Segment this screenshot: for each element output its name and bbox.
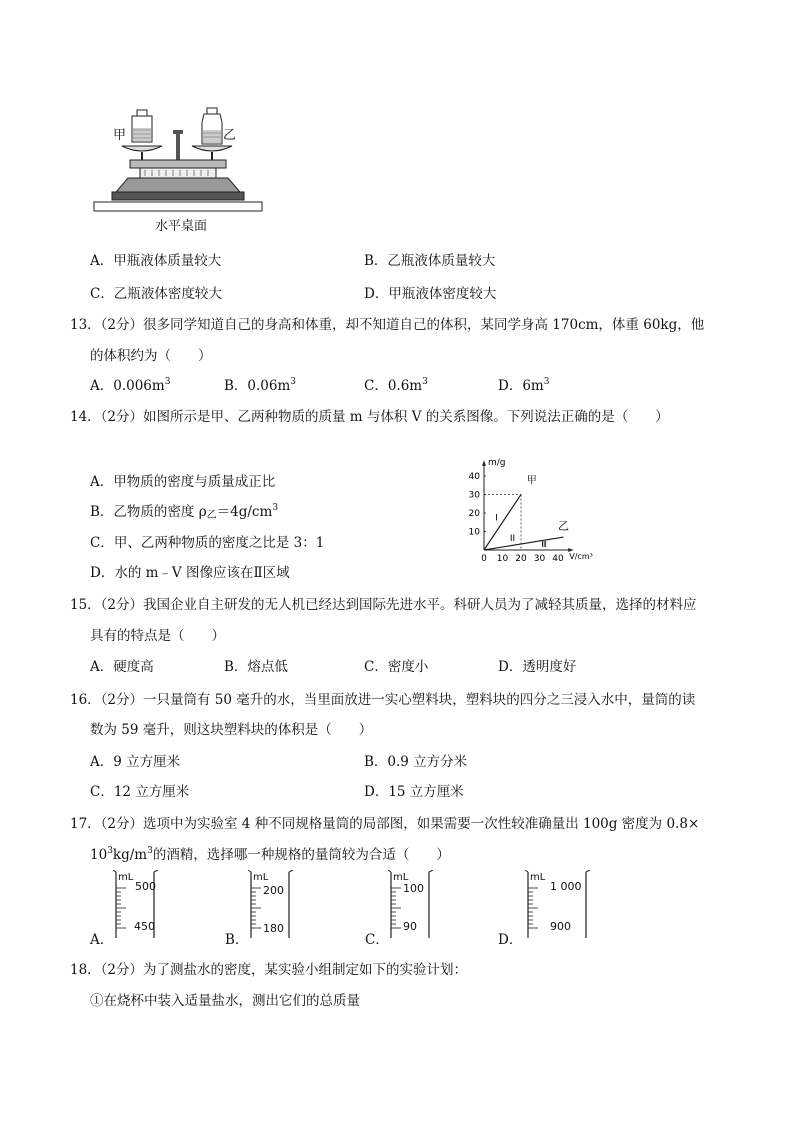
- q16-stem-line1: 16．（2分）一只量筒有 50 毫升的水，当里面放进一实心塑料块，塑料块的四分之三浸入水中，量筒的读: [70, 692, 696, 708]
- q12-option-b[interactable]: B．乙瓶液体质量较大: [364, 253, 496, 269]
- q15-option-b[interactable]: B．熔点低: [224, 659, 288, 675]
- y-tick-label: 10: [468, 527, 480, 538]
- q16-option-b[interactable]: B．0.9 立方分米: [364, 754, 468, 770]
- cylinder-lip-left: [525, 870, 528, 872]
- q14-stem: 14．（2分）如图所示是甲、乙两种物质的质量 m 与体积 V 的关系图像。下列说法正确的是（ ）: [70, 409, 669, 425]
- x-axis-label: V/cm³: [569, 552, 593, 561]
- q14-option-a[interactable]: A．甲物质的密度与质量成正比: [90, 474, 276, 490]
- q16-option-c[interactable]: C．12 立方厘米: [90, 784, 190, 800]
- q17-option-c[interactable]: C． mL 100 90: [365, 870, 445, 946]
- q12-option-c[interactable]: C．乙瓶液体密度较大: [90, 286, 222, 302]
- region-label-2: II: [509, 533, 516, 544]
- x-tick-label: 0: [481, 554, 487, 564]
- series-line-yi: [484, 537, 564, 550]
- cylinder-lip-right: [154, 870, 158, 872]
- q17-option-a[interactable]: A． mL 500 450: [90, 870, 170, 946]
- q17-stem-line1: 17．（2分）选项中为实验室 4 种不同规格量筒的局部图，如果需要一次性较准确量出 100g 密度为 0.8×: [70, 816, 700, 832]
- q15-stem-line1: 15．（2分）我国企业自主研发的无人机已经达到国际先进水平。科研人员为了减轻其质量，选择的材料应: [70, 597, 697, 613]
- label-yi: 乙: [223, 128, 237, 143]
- q13-option-d[interactable]: D．$6m^3$: [498, 377, 550, 394]
- q17-stem-line2: $10^3kg/m^3$的酒精，选择哪一种规格的量筒较为合适（ ）: [90, 846, 450, 863]
- x-tick-label: 40: [552, 554, 564, 564]
- q12-option-d[interactable]: D．甲瓶液体密度较大: [364, 286, 497, 302]
- cylinder-lip-left: [388, 870, 391, 872]
- mv-chart-svg: [462, 450, 612, 572]
- q12-option-a[interactable]: A．甲瓶液体质量较大: [90, 253, 222, 269]
- mv-chart: [462, 450, 612, 572]
- bottle-yi: [202, 108, 222, 144]
- q16-option-d[interactable]: D．15 立方厘米: [364, 784, 464, 800]
- q13-option-a[interactable]: A．$0.006m^3$: [90, 377, 171, 394]
- y-tick-label: 30: [468, 490, 480, 501]
- region-label-3: Ⅲ: [541, 540, 547, 550]
- cylinder-lip-left: [248, 870, 251, 872]
- x-tick-label: 20: [515, 554, 527, 564]
- q18-stem: 18．（2分）为了测盐水的密度，某实验小组制定如下的实验计划：: [70, 962, 468, 978]
- y-axis-arrow: [482, 461, 486, 466]
- y-axis-label: m/g: [488, 457, 506, 468]
- cylinder-lip-right: [289, 870, 293, 872]
- series-label-yi: 乙: [558, 519, 569, 533]
- region-label-1: I: [495, 513, 498, 524]
- y-tick-label: 20: [468, 509, 480, 519]
- label-jia: 甲: [113, 128, 127, 143]
- y-tick-label: 40: [468, 472, 480, 482]
- q17-option-d[interactable]: D． mL 1 000 900: [498, 870, 598, 946]
- cylinder-lip-left: [113, 870, 116, 872]
- q13-option-c[interactable]: C．$0.6m^3$: [364, 377, 428, 394]
- bottle-jia: [132, 110, 152, 142]
- q16-stem-line2: 数为 59 毫升，则这块塑料块的体积是（ ）: [90, 722, 373, 738]
- balance-caption: 水平桌面: [155, 219, 208, 234]
- q13-option-b[interactable]: B．$0.06m^3$: [224, 377, 297, 394]
- q15-stem-line2: 具有的特点是（ ）: [90, 628, 225, 644]
- cylinder-lip-right: [429, 870, 433, 872]
- q17-option-b[interactable]: B． mL 200 180: [225, 870, 305, 946]
- q18-step1: ①在烧杯中装入适量盐水，测出它们的总质量: [90, 993, 360, 1009]
- q15-option-d[interactable]: D．透明度好: [498, 659, 577, 675]
- q15-option-a[interactable]: A．硬度高: [90, 659, 154, 675]
- x-tick-label: 30: [533, 554, 546, 564]
- q13-stem-line2: 的体积约为（ ）: [90, 348, 212, 364]
- q14-option-c[interactable]: C．甲、乙两种物质的密度之比是 3：1: [90, 535, 325, 551]
- q15-option-c[interactable]: C．密度小: [364, 659, 429, 675]
- q14-option-b[interactable]: B．乙物质的密度 ρ乙$=4g/cm^3$: [90, 503, 279, 521]
- q14-option-d[interactable]: D．水的 m﹣V 图像应该在Ⅱ区域: [90, 565, 290, 581]
- x-tick-label: 10: [496, 554, 509, 564]
- series-label-jia: 甲: [526, 475, 537, 487]
- series-line-jia: [484, 495, 521, 551]
- q13-stem-line1: 13．（2分）很多同学知道自己的身高和体重，却不知道自己的体积，某同学身高 170cm，体重 60kg，他: [70, 317, 705, 333]
- cylinder-lip-right: [586, 870, 590, 872]
- q16-option-a[interactable]: A．9 立方厘米: [90, 754, 181, 770]
